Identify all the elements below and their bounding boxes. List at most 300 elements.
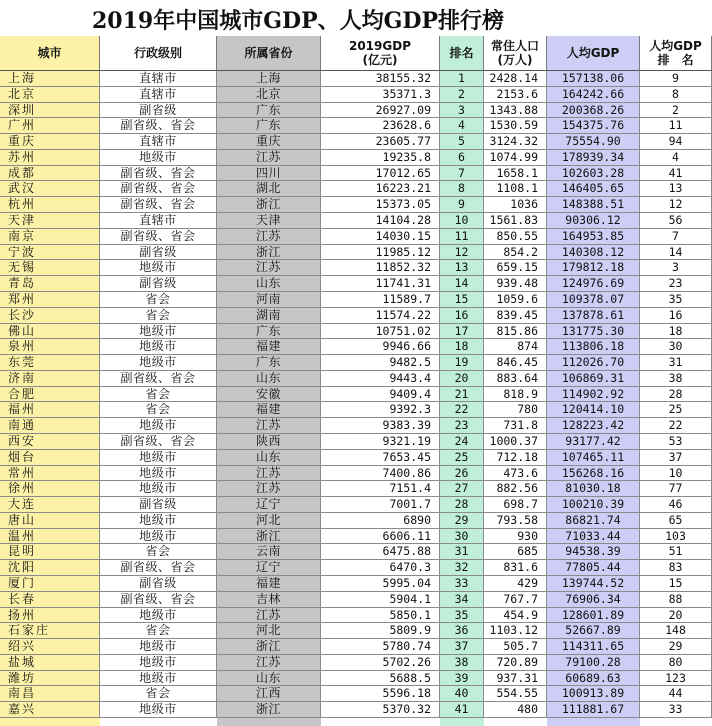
table-row bbox=[0, 260, 712, 276]
gdp-cell: 26927.09 bbox=[321, 103, 440, 119]
per-capita-rank-cell: 22 bbox=[640, 418, 712, 434]
province-cell: 河南 bbox=[217, 292, 321, 308]
admin-level-cell: 省会 bbox=[100, 308, 217, 324]
per-capita-rank-cell: 20 bbox=[640, 608, 712, 624]
province-cell: 辽宁 bbox=[217, 560, 321, 576]
population-cell: 883.64 bbox=[484, 371, 547, 387]
population-cell: 874 bbox=[484, 339, 547, 355]
table-row bbox=[0, 387, 712, 403]
province-cell: 浙江 bbox=[217, 245, 321, 261]
gdp-cell: 15373.05 bbox=[321, 197, 440, 213]
city-cell: 东莞 bbox=[0, 355, 100, 371]
admin-level-cell: 省会 bbox=[100, 544, 217, 560]
province-cell: 河北 bbox=[217, 513, 321, 529]
rank-cell: 2 bbox=[440, 87, 484, 103]
rank-cell: 18 bbox=[440, 339, 484, 355]
city-cell: 烟台 bbox=[0, 450, 100, 466]
gdp-cell: 9392.3 bbox=[321, 402, 440, 418]
city-cell: 扬州 bbox=[0, 608, 100, 624]
city-cell: 深圳 bbox=[0, 103, 100, 119]
city-cell: 南京 bbox=[0, 229, 100, 245]
admin-level-cell: 副省级、省会 bbox=[100, 592, 217, 608]
per-capita-gdp-cell: 146405.65 bbox=[547, 181, 640, 197]
per-capita-gdp-cell: 114902.92 bbox=[547, 387, 640, 403]
admin-level-cell: 副省级 bbox=[100, 497, 217, 513]
table-row bbox=[0, 339, 712, 355]
per-capita-gdp-cell: 76906.34 bbox=[547, 592, 640, 608]
per-capita-rank-cell: 16 bbox=[640, 308, 712, 324]
population-cell: 793.58 bbox=[484, 513, 547, 529]
city-cell: 无锡 bbox=[0, 260, 100, 276]
rank-cell: 7 bbox=[440, 166, 484, 182]
rank-cell: 24 bbox=[440, 434, 484, 450]
per-capita-rank-cell: 29 bbox=[640, 639, 712, 655]
table-row bbox=[0, 686, 712, 702]
province-cell: 福建 bbox=[217, 402, 321, 418]
city-cell: 厦门 bbox=[0, 576, 100, 592]
per-capita-rank-cell: 23 bbox=[640, 276, 712, 292]
rank-cell: 10 bbox=[440, 213, 484, 229]
per-capita-rank-cell: 8 bbox=[640, 87, 712, 103]
per-capita-rank-cell: 148 bbox=[640, 623, 712, 639]
per-capita-rank-cell: 94 bbox=[640, 134, 712, 150]
population-cell: 1108.1 bbox=[484, 181, 547, 197]
rank-cell: 31 bbox=[440, 544, 484, 560]
gdp-cell: 6606.11 bbox=[321, 529, 440, 545]
population-cell: 882.56 bbox=[484, 481, 547, 497]
province-cell: 浙江 bbox=[217, 529, 321, 545]
rank-cell: 33 bbox=[440, 576, 484, 592]
province-cell: 江苏 bbox=[217, 608, 321, 624]
city-cell: 石家庄 bbox=[0, 623, 100, 639]
gdp-cell: 5596.18 bbox=[321, 686, 440, 702]
city-cell: 沈阳 bbox=[0, 560, 100, 576]
population-cell: 930 bbox=[484, 529, 547, 545]
province-cell: 福建 bbox=[217, 339, 321, 355]
city-cell: 广州 bbox=[0, 118, 100, 134]
rank-cell: 17 bbox=[440, 324, 484, 340]
province-cell: 湖北 bbox=[217, 181, 321, 197]
header-gdp: 2019GDP (亿元) bbox=[321, 36, 440, 71]
province-cell: 江苏 bbox=[217, 481, 321, 497]
gdp-cell: 23605.77 bbox=[321, 134, 440, 150]
rank-cell: 19 bbox=[440, 355, 484, 371]
per-capita-gdp-cell: 81030.18 bbox=[547, 481, 640, 497]
header-per-capita-rank: 人均GDP 排 名 bbox=[640, 36, 712, 71]
per-capita-rank-cell: 44 bbox=[640, 686, 712, 702]
per-capita-rank-cell: 3 bbox=[640, 260, 712, 276]
rank-cell: 16 bbox=[440, 308, 484, 324]
per-capita-gdp-cell: 100210.39 bbox=[547, 497, 640, 513]
rank-cell: 12 bbox=[440, 245, 484, 261]
header-per-capita: 人均GDP bbox=[547, 36, 640, 71]
per-capita-gdp-cell: 140308.12 bbox=[547, 245, 640, 261]
province-cell: 天津 bbox=[217, 213, 321, 229]
per-capita-gdp-cell: 77805.44 bbox=[547, 560, 640, 576]
province-cell: 陕西 bbox=[217, 434, 321, 450]
admin-level-cell: 省会 bbox=[100, 292, 217, 308]
population-cell: 846.45 bbox=[484, 355, 547, 371]
table-row bbox=[0, 181, 712, 197]
gdp-cell: 11852.32 bbox=[321, 260, 440, 276]
per-capita-gdp-cell: 114311.65 bbox=[547, 639, 640, 655]
per-capita-gdp-cell: 93177.42 bbox=[547, 434, 640, 450]
table-header bbox=[0, 36, 712, 71]
admin-level-cell: 地级市 bbox=[100, 355, 217, 371]
rank-cell: 14 bbox=[440, 276, 484, 292]
admin-level-cell: 省会 bbox=[100, 402, 217, 418]
admin-level-cell: 地级市 bbox=[100, 150, 217, 166]
gdp-cell: 14030.15 bbox=[321, 229, 440, 245]
per-capita-rank-cell: 77 bbox=[640, 481, 712, 497]
table-row bbox=[0, 355, 712, 371]
population-cell: 554.55 bbox=[484, 686, 547, 702]
city-cell: 重庆 bbox=[0, 134, 100, 150]
gdp-cell: 7001.7 bbox=[321, 497, 440, 513]
header-population: 常住人口 (万人) bbox=[484, 36, 547, 71]
per-capita-rank-cell: 14 bbox=[640, 245, 712, 261]
city-cell: 潍坊 bbox=[0, 671, 100, 687]
population-cell: 1561.83 bbox=[484, 213, 547, 229]
gdp-cell: 9443.4 bbox=[321, 371, 440, 387]
gdp-cell: 7653.45 bbox=[321, 450, 440, 466]
admin-level-cell: 直辖市 bbox=[100, 134, 217, 150]
per-capita-gdp-cell: 60689.63 bbox=[547, 671, 640, 687]
city-cell: 苏州 bbox=[0, 150, 100, 166]
table-row bbox=[0, 702, 712, 718]
per-capita-rank-cell: 83 bbox=[640, 560, 712, 576]
province-cell: 江苏 bbox=[217, 655, 321, 671]
gdp-cell: 6475.88 bbox=[321, 544, 440, 560]
population-cell: 839.45 bbox=[484, 308, 547, 324]
admin-level-cell: 副省级、省会 bbox=[100, 197, 217, 213]
population-cell: 1343.88 bbox=[484, 103, 547, 119]
province-cell: 云南 bbox=[217, 544, 321, 560]
city-cell: 常州 bbox=[0, 466, 100, 482]
admin-level-cell: 地级市 bbox=[100, 450, 217, 466]
population-cell: 480 bbox=[484, 702, 547, 718]
province-cell: 浙江 bbox=[217, 639, 321, 655]
per-capita-gdp-cell: 71033.44 bbox=[547, 529, 640, 545]
per-capita-rank-cell: 35 bbox=[640, 292, 712, 308]
per-capita-gdp-cell: 120414.10 bbox=[547, 402, 640, 418]
rank-cell: 1 bbox=[440, 71, 484, 87]
population-cell: 780 bbox=[484, 402, 547, 418]
per-capita-rank-cell: 56 bbox=[640, 213, 712, 229]
table-row bbox=[0, 103, 712, 119]
admin-level-cell: 直辖市 bbox=[100, 213, 217, 229]
rank-cell: 4 bbox=[440, 118, 484, 134]
page-title: 2019年中国城市GDP、人均GDP排行榜 bbox=[92, 8, 505, 34]
rank-cell: 36 bbox=[440, 623, 484, 639]
city-cell: 济南 bbox=[0, 371, 100, 387]
per-capita-rank-cell: 30 bbox=[640, 339, 712, 355]
province-cell: 山东 bbox=[217, 450, 321, 466]
province-cell: 吉林 bbox=[217, 592, 321, 608]
per-capita-rank-cell: 80 bbox=[640, 655, 712, 671]
table-row bbox=[0, 466, 712, 482]
population-cell: 1000.37 bbox=[484, 434, 547, 450]
gdp-cell: 5370.32 bbox=[321, 702, 440, 718]
province-cell: 上海 bbox=[217, 71, 321, 87]
table-row bbox=[0, 245, 712, 261]
admin-level-cell: 副省级 bbox=[100, 276, 217, 292]
gdp-cell: 5850.1 bbox=[321, 608, 440, 624]
province-cell: 浙江 bbox=[217, 702, 321, 718]
population-cell: 818.9 bbox=[484, 387, 547, 403]
population-cell: 854.2 bbox=[484, 245, 547, 261]
admin-level-cell: 地级市 bbox=[100, 529, 217, 545]
per-capita-gdp-cell: 179812.18 bbox=[547, 260, 640, 276]
gdp-cell: 5995.04 bbox=[321, 576, 440, 592]
population-cell: 3124.32 bbox=[484, 134, 547, 150]
gdp-cell: 9321.19 bbox=[321, 434, 440, 450]
per-capita-gdp-cell: 112026.70 bbox=[547, 355, 640, 371]
city-cell: 盐城 bbox=[0, 655, 100, 671]
population-cell: 1103.12 bbox=[484, 623, 547, 639]
city-cell: 嘉兴 bbox=[0, 702, 100, 718]
city-cell: 大连 bbox=[0, 497, 100, 513]
population-cell: 454.9 bbox=[484, 608, 547, 624]
table-row bbox=[0, 655, 712, 671]
table-row bbox=[0, 544, 712, 560]
city-cell: 绍兴 bbox=[0, 639, 100, 655]
gdp-cell: 9946.66 bbox=[321, 339, 440, 355]
province-cell: 江苏 bbox=[217, 418, 321, 434]
city-cell: 成都 bbox=[0, 166, 100, 182]
population-cell: 429 bbox=[484, 576, 547, 592]
admin-level-cell: 地级市 bbox=[100, 260, 217, 276]
rank-cell: 8 bbox=[440, 181, 484, 197]
gdp-cell: 11985.12 bbox=[321, 245, 440, 261]
province-cell: 山东 bbox=[217, 671, 321, 687]
per-capita-rank-cell: 41 bbox=[640, 166, 712, 182]
rank-cell: 25 bbox=[440, 450, 484, 466]
gdp-cell: 7400.86 bbox=[321, 466, 440, 482]
population-cell: 720.89 bbox=[484, 655, 547, 671]
rank-cell: 39 bbox=[440, 671, 484, 687]
per-capita-gdp-cell: 164953.85 bbox=[547, 229, 640, 245]
admin-level-cell: 地级市 bbox=[100, 671, 217, 687]
table-body bbox=[0, 71, 712, 718]
title-bar bbox=[0, 0, 712, 36]
admin-level-cell: 副省级 bbox=[100, 576, 217, 592]
table-row bbox=[0, 87, 712, 103]
population-cell: 937.31 bbox=[484, 671, 547, 687]
per-capita-gdp-cell: 139744.52 bbox=[547, 576, 640, 592]
province-cell: 山东 bbox=[217, 276, 321, 292]
gdp-cell: 11589.7 bbox=[321, 292, 440, 308]
per-capita-gdp-cell: 156268.16 bbox=[547, 466, 640, 482]
province-cell: 北京 bbox=[217, 87, 321, 103]
per-capita-rank-cell: 123 bbox=[640, 671, 712, 687]
city-cell: 福州 bbox=[0, 402, 100, 418]
per-capita-gdp-cell: 137878.61 bbox=[547, 308, 640, 324]
province-cell: 广东 bbox=[217, 324, 321, 340]
per-capita-rank-cell: 28 bbox=[640, 387, 712, 403]
population-cell: 712.18 bbox=[484, 450, 547, 466]
rank-cell: 27 bbox=[440, 481, 484, 497]
table-row bbox=[0, 481, 712, 497]
population-cell: 2428.14 bbox=[484, 71, 547, 87]
per-capita-rank-cell: 46 bbox=[640, 497, 712, 513]
gdp-cell: 9482.5 bbox=[321, 355, 440, 371]
per-capita-gdp-cell: 100913.89 bbox=[547, 686, 640, 702]
table-row bbox=[0, 434, 712, 450]
admin-level-cell: 副省级、省会 bbox=[100, 229, 217, 245]
province-cell: 广东 bbox=[217, 118, 321, 134]
rank-cell: 29 bbox=[440, 513, 484, 529]
table-row bbox=[0, 608, 712, 624]
per-capita-rank-cell: 2 bbox=[640, 103, 712, 119]
city-cell: 南通 bbox=[0, 418, 100, 434]
header-rank: 排名 bbox=[440, 36, 484, 71]
population-cell: 698.7 bbox=[484, 497, 547, 513]
admin-level-cell: 地级市 bbox=[100, 324, 217, 340]
admin-level-cell: 副省级、省会 bbox=[100, 434, 217, 450]
province-cell: 广东 bbox=[217, 103, 321, 119]
rank-cell: 11 bbox=[440, 229, 484, 245]
per-capita-gdp-cell: 90306.12 bbox=[547, 213, 640, 229]
table-row bbox=[0, 150, 712, 166]
table-row bbox=[0, 639, 712, 655]
table-row bbox=[0, 213, 712, 229]
gdp-cell: 9383.39 bbox=[321, 418, 440, 434]
per-capita-gdp-cell: 109378.07 bbox=[547, 292, 640, 308]
population-cell: 731.8 bbox=[484, 418, 547, 434]
city-cell: 昆明 bbox=[0, 544, 100, 560]
table-row bbox=[0, 576, 712, 592]
header-admin-level: 行政级别 bbox=[100, 36, 217, 71]
per-capita-gdp-cell: 128223.42 bbox=[547, 418, 640, 434]
rank-cell: 35 bbox=[440, 608, 484, 624]
admin-level-cell: 地级市 bbox=[100, 702, 217, 718]
gdp-cell: 5702.26 bbox=[321, 655, 440, 671]
rank-cell: 40 bbox=[440, 686, 484, 702]
rank-cell: 32 bbox=[440, 560, 484, 576]
per-capita-rank-cell: 4 bbox=[640, 150, 712, 166]
gdp-cell: 7151.4 bbox=[321, 481, 440, 497]
per-capita-rank-cell: 15 bbox=[640, 576, 712, 592]
per-capita-rank-cell: 9 bbox=[640, 71, 712, 87]
admin-level-cell: 副省级、省会 bbox=[100, 166, 217, 182]
per-capita-gdp-cell: 79100.28 bbox=[547, 655, 640, 671]
rank-cell: 21 bbox=[440, 387, 484, 403]
gdp-cell: 11741.31 bbox=[321, 276, 440, 292]
admin-level-cell: 地级市 bbox=[100, 339, 217, 355]
city-cell: 宁波 bbox=[0, 245, 100, 261]
per-capita-gdp-cell: 102603.28 bbox=[547, 166, 640, 182]
population-cell: 1530.59 bbox=[484, 118, 547, 134]
city-cell: 温州 bbox=[0, 529, 100, 545]
per-capita-gdp-cell: 178939.34 bbox=[547, 150, 640, 166]
rank-cell: 37 bbox=[440, 639, 484, 655]
city-cell: 青岛 bbox=[0, 276, 100, 292]
per-capita-gdp-cell: 107465.11 bbox=[547, 450, 640, 466]
city-cell: 武汉 bbox=[0, 181, 100, 197]
gdp-cell: 10751.02 bbox=[321, 324, 440, 340]
rank-cell: 3 bbox=[440, 103, 484, 119]
per-capita-rank-cell: 10 bbox=[640, 466, 712, 482]
table-row bbox=[0, 418, 712, 434]
province-cell: 安徽 bbox=[217, 387, 321, 403]
rank-cell: 22 bbox=[440, 402, 484, 418]
per-capita-gdp-cell: 128601.89 bbox=[547, 608, 640, 624]
admin-level-cell: 地级市 bbox=[100, 481, 217, 497]
admin-level-cell: 副省级、省会 bbox=[100, 371, 217, 387]
city-cell: 唐山 bbox=[0, 513, 100, 529]
province-cell: 江苏 bbox=[217, 150, 321, 166]
per-capita-gdp-cell: 164242.66 bbox=[547, 87, 640, 103]
per-capita-gdp-cell: 94538.39 bbox=[547, 544, 640, 560]
province-cell: 湖南 bbox=[217, 308, 321, 324]
admin-level-cell: 副省级、省会 bbox=[100, 560, 217, 576]
admin-level-cell: 地级市 bbox=[100, 608, 217, 624]
table-row bbox=[0, 560, 712, 576]
province-cell: 河北 bbox=[217, 623, 321, 639]
per-capita-rank-cell: 88 bbox=[640, 592, 712, 608]
table-row bbox=[0, 371, 712, 387]
per-capita-rank-cell: 18 bbox=[640, 324, 712, 340]
table-row bbox=[0, 118, 712, 134]
per-capita-rank-cell: 37 bbox=[640, 450, 712, 466]
per-capita-rank-cell: 31 bbox=[640, 355, 712, 371]
gdp-cell: 5809.9 bbox=[321, 623, 440, 639]
city-cell: 长沙 bbox=[0, 308, 100, 324]
population-cell: 850.55 bbox=[484, 229, 547, 245]
rank-cell: 5 bbox=[440, 134, 484, 150]
rank-cell: 13 bbox=[440, 260, 484, 276]
per-capita-gdp-cell: 154375.76 bbox=[547, 118, 640, 134]
per-capita-rank-cell: 65 bbox=[640, 513, 712, 529]
admin-level-cell: 直辖市 bbox=[100, 87, 217, 103]
admin-level-cell: 省会 bbox=[100, 623, 217, 639]
gdp-cell: 19235.8 bbox=[321, 150, 440, 166]
population-cell: 505.7 bbox=[484, 639, 547, 655]
per-capita-rank-cell: 25 bbox=[640, 402, 712, 418]
rank-cell: 26 bbox=[440, 466, 484, 482]
admin-level-cell: 地级市 bbox=[100, 655, 217, 671]
gdp-cell: 9409.4 bbox=[321, 387, 440, 403]
city-cell: 徐州 bbox=[0, 481, 100, 497]
province-cell: 江苏 bbox=[217, 466, 321, 482]
province-cell: 广东 bbox=[217, 355, 321, 371]
province-cell: 江苏 bbox=[217, 229, 321, 245]
per-capita-rank-cell: 11 bbox=[640, 118, 712, 134]
rank-cell: 30 bbox=[440, 529, 484, 545]
province-cell: 福建 bbox=[217, 576, 321, 592]
province-cell: 辽宁 bbox=[217, 497, 321, 513]
city-cell: 北京 bbox=[0, 87, 100, 103]
rank-cell: 38 bbox=[440, 655, 484, 671]
gdp-cell: 5904.1 bbox=[321, 592, 440, 608]
table-row bbox=[0, 166, 712, 182]
province-cell: 山东 bbox=[217, 371, 321, 387]
per-capita-rank-cell: 53 bbox=[640, 434, 712, 450]
admin-level-cell: 副省级、省会 bbox=[100, 118, 217, 134]
table-row bbox=[0, 292, 712, 308]
rank-cell: 6 bbox=[440, 150, 484, 166]
population-cell: 939.48 bbox=[484, 276, 547, 292]
admin-level-cell: 地级市 bbox=[100, 466, 217, 482]
population-cell: 659.15 bbox=[484, 260, 547, 276]
per-capita-gdp-cell: 131775.30 bbox=[547, 324, 640, 340]
per-capita-rank-cell: 13 bbox=[640, 181, 712, 197]
admin-level-cell: 省会 bbox=[100, 686, 217, 702]
population-cell: 2153.6 bbox=[484, 87, 547, 103]
per-capita-rank-cell: 51 bbox=[640, 544, 712, 560]
header-city: 城市 bbox=[0, 36, 100, 71]
